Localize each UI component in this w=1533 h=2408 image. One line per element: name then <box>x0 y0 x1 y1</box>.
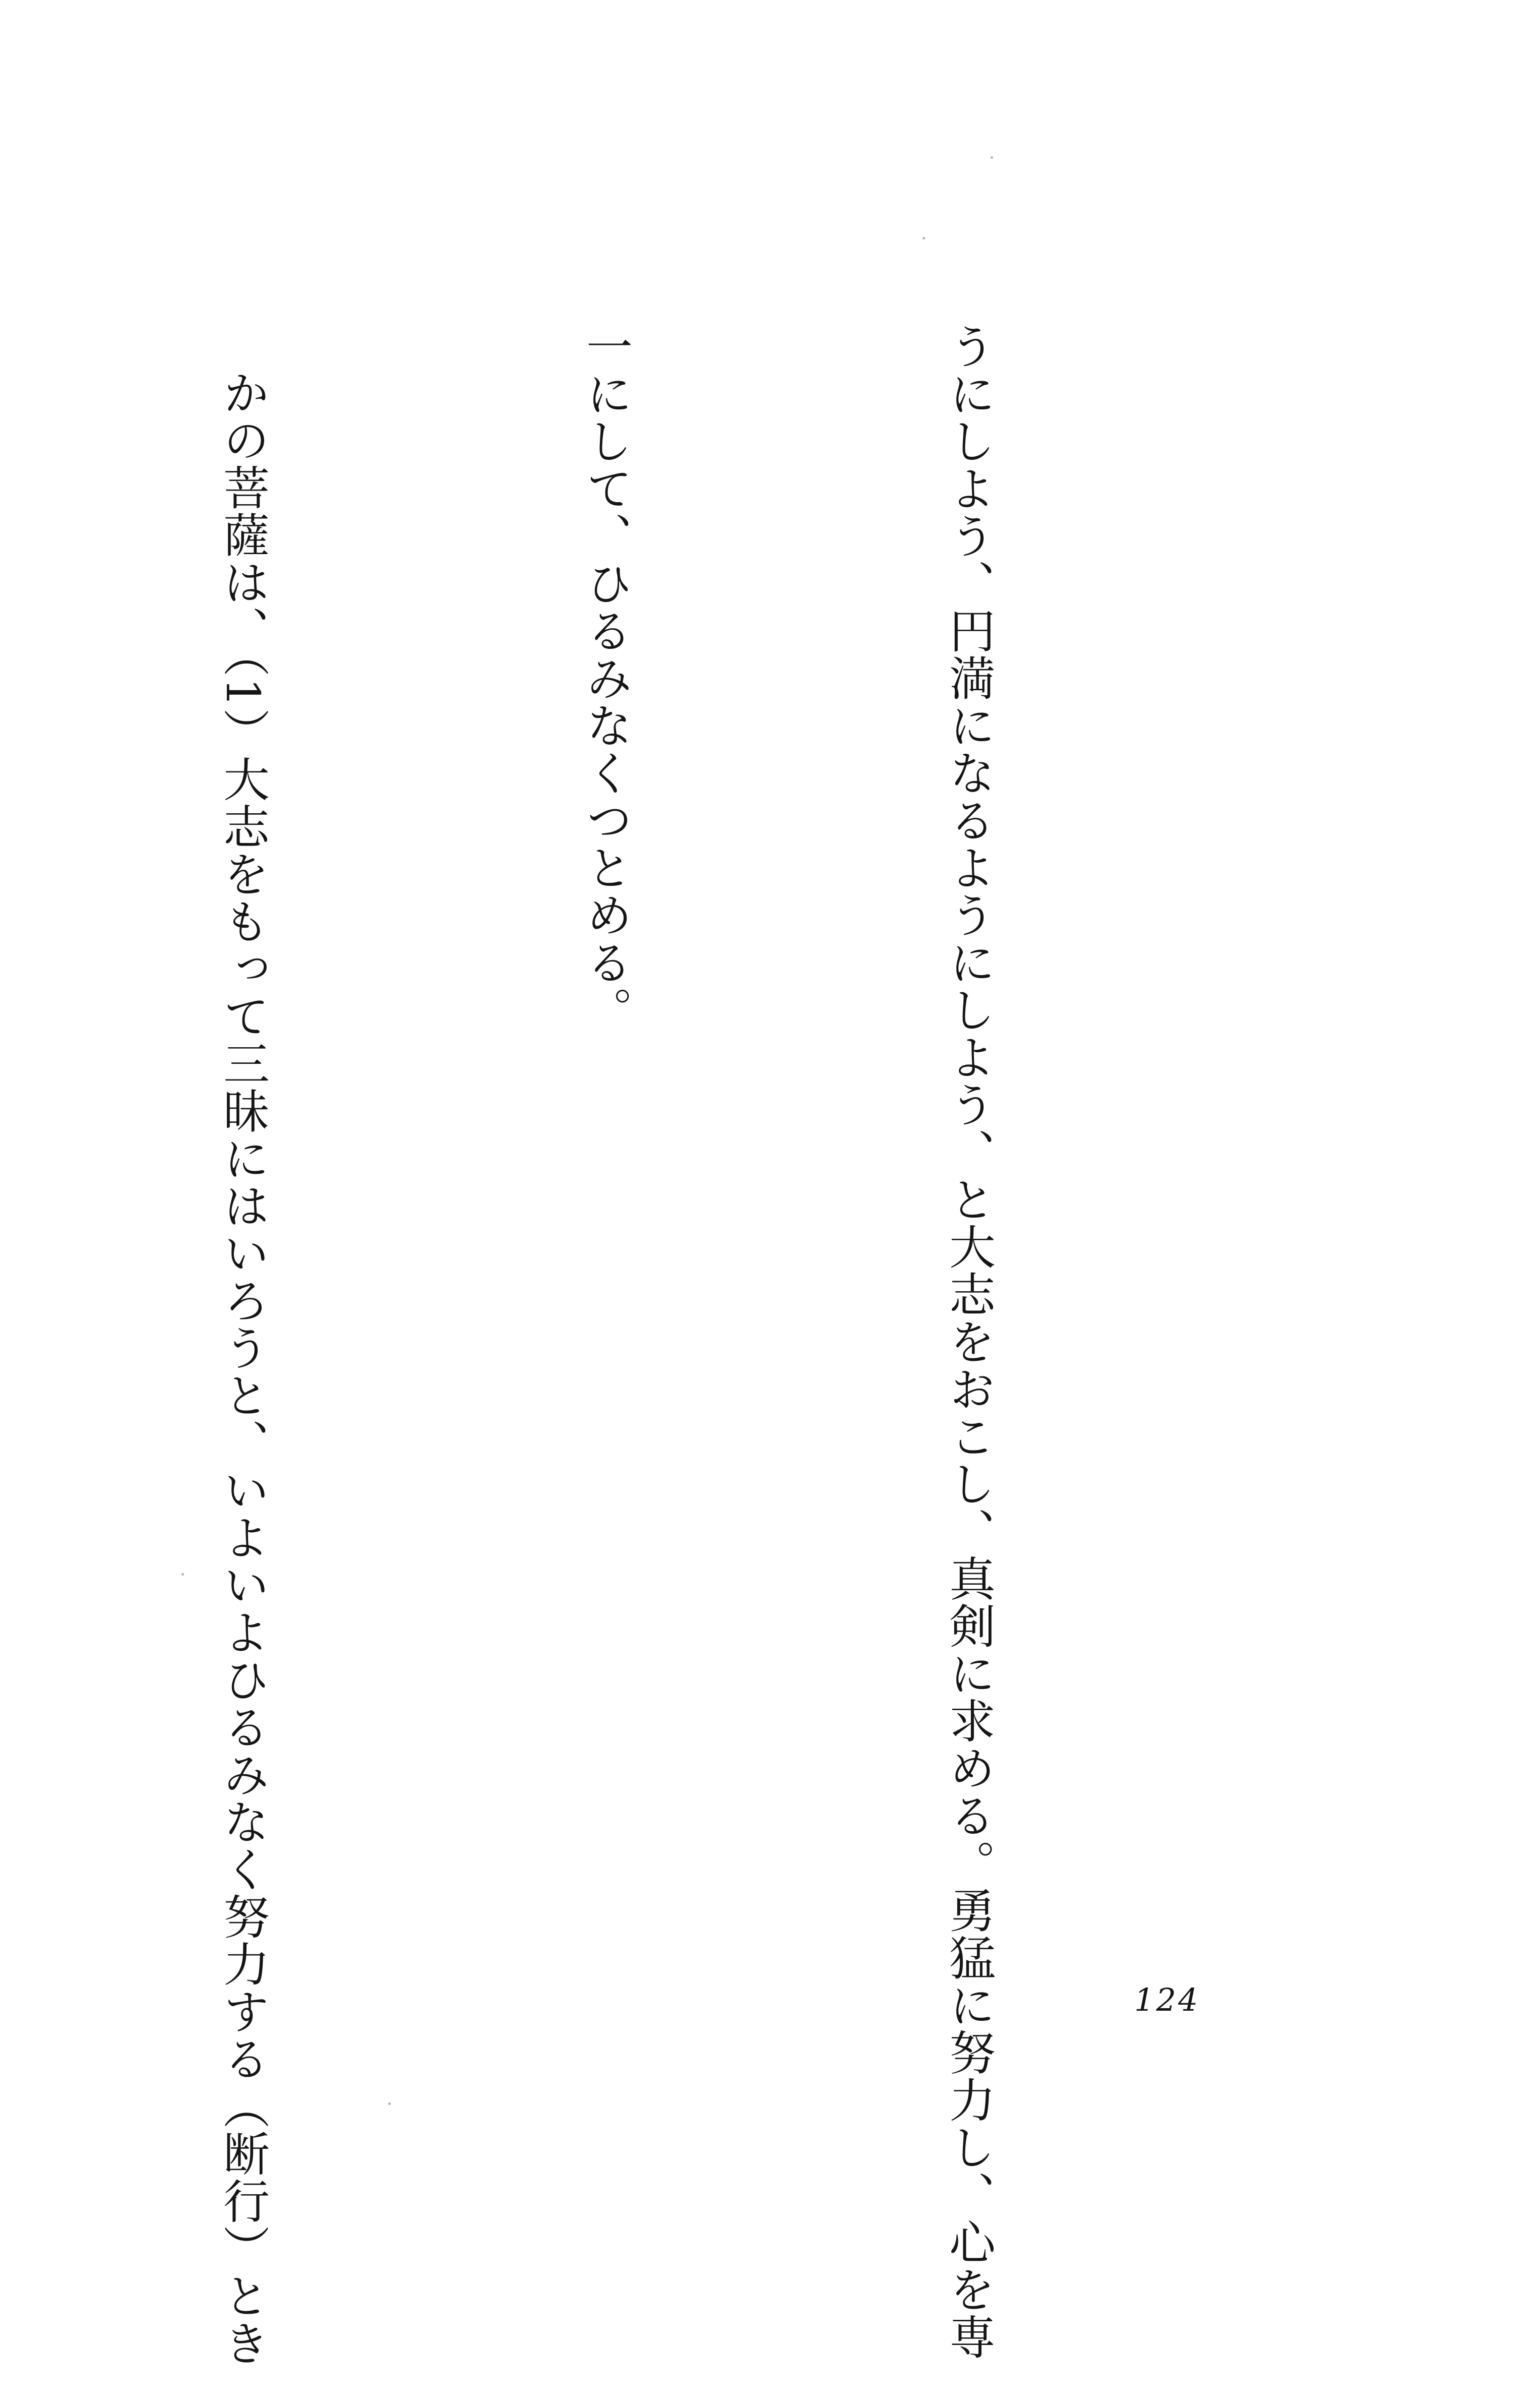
scan-speck <box>388 2102 391 2105</box>
scan-speck <box>923 237 925 239</box>
text-line-3: かの菩薩は、（1）大志をもって三昧にはいろうと、いよいよひるみなく努力する（断行）とき <box>216 369 270 2367</box>
text-line-2: 一にして、ひるみなくつとめる。 <box>579 323 633 1034</box>
page-number: 124 <box>1134 1981 1200 2018</box>
scan-speck <box>991 156 993 159</box>
text-line-1: うにしよう、円満になるようにしよう、と大志をおこし、真剣に求める。勇猛に努力し、心を専 <box>942 323 996 2361</box>
scan-speck <box>181 1573 184 1576</box>
